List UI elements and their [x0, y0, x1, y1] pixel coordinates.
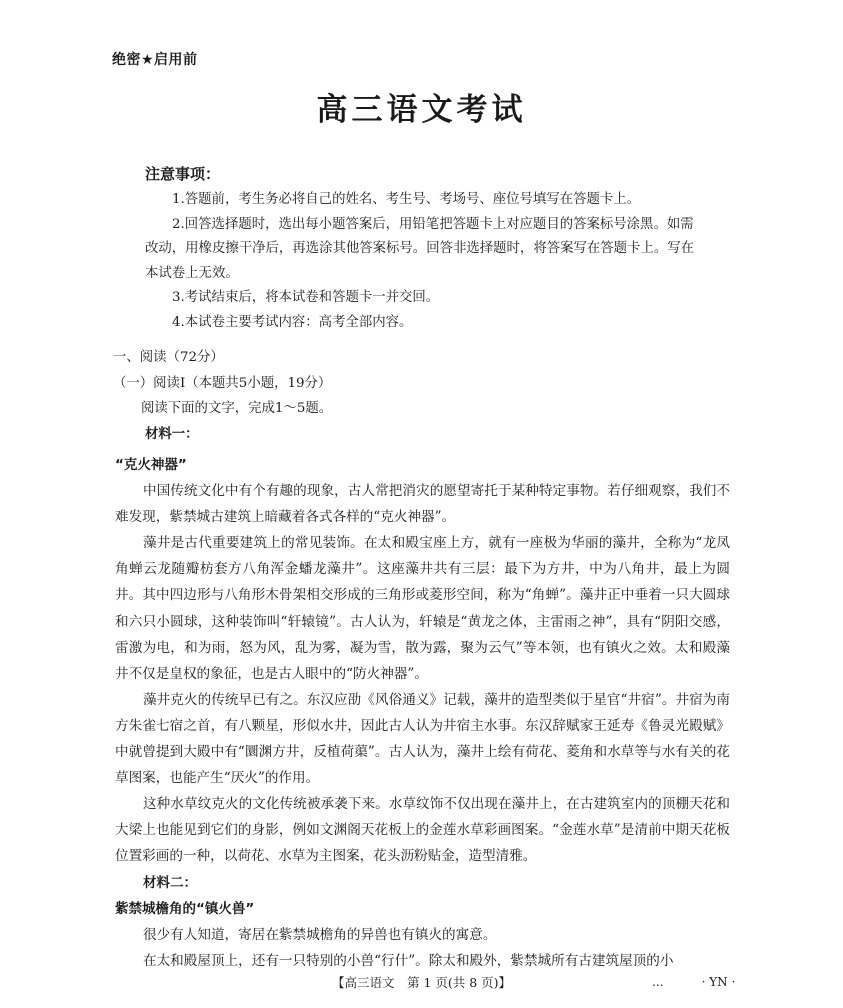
- reading-passage: [115, 452, 730, 974]
- notice-item: 4.本试卷主要考试内容：高考全部内容。: [172, 314, 413, 330]
- section-instruction: 阅读下面的文字，完成1～5题。: [141, 401, 333, 416]
- notice-item: 3.考试结束后，将本试卷和答题卡一并交回。: [172, 290, 440, 306]
- material2-label: 材料二：: [143, 874, 197, 891]
- secret-label: 绝密★启用前: [112, 52, 198, 68]
- footer-marks: ... · YN ·: [652, 975, 736, 989]
- passage-paragraph: 藻井是古代重要建筑上的常见装饰。在太和殿宝座上方，就有一座极为华丽的藻井，全称为“龙凤角蝉云龙随瓣枋套方八角浑金蟠龙藻井”。这座藻井共有三层：最下为方井，中为八角井，最上为圆井。其中四边形与八角形木骨架相交形成的三角形或菱形空间，称为“角蝉”。藻井正中垂着一只大圆球和六只小圆球，这种装饰叫“轩辕镜”。古人认为，轩辕是“黄龙之体，主雷雨之神”，具有“阴阳交感，雷激为电，和为雨，怒为风，乱为雾，凝为雪，散为露，聚为云气”等本领，也有镇火之效。太和殿藻井不仅是皇权的象征，也是古人眼中的“防火神器”。: [115, 535, 730, 682]
- section-heading: 一、阅读（72分）: [113, 350, 224, 365]
- passage-paragraph: 藻井克火的传统早已有之。东汉应劭《风俗通义》记载，藻井的造型类似于星官“井宿”。井宿为南方朱雀七宿之首，有八颗星，形似水井，因此古人认为井宿主水事。东汉辞赋家王延寿《鲁灵光殿赋》中就曾提到大殿中有“圜渊方井，反植荷蕖”。古人认为，藻井上绘有荷花、菱角和水草等与水有关的花草图案，也能产生“厌火”的作用。: [115, 691, 730, 787]
- material2-title: 紫禁城檐角的“镇火兽”: [115, 900, 255, 917]
- section-heading-block: [113, 345, 733, 447]
- page-title: 高三语文考试: [316, 92, 527, 128]
- passage-paragraph: 很少有人知道，寄居在紫禁城檐角的异兽也有镇火的寓意。: [143, 926, 497, 943]
- material1-title: “克火神器”: [115, 457, 187, 473]
- passage-paragraph: 这种水草纹克火的文化传统被承袭下来。水草纹饰不仅出现在藻井上，在古建筑室内的顶棚天花和大梁上也能见到它们的身影，例如文渊阁天花板上的金莲水草彩画图案。“金莲水草”是清前中期天花板位置彩画的一种，以荷花、水草为主图案，花头沥粉贴金，造型清雅。: [115, 796, 730, 865]
- passage-paragraph: 在太和殿屋顶上，还有一只特别的小兽“行什”。除太和殿外，紫禁城所有古建筑屋顶的小: [143, 952, 674, 969]
- notice-item: 1.答题前，考生务必将自己的姓名、考生号、考场号、座位号填写在答题卡上。: [172, 192, 641, 207]
- notice-title: 注意事项：: [145, 165, 221, 183]
- page-footer: 【高三语文 第 1 页(共 8 页)】: [331, 975, 512, 990]
- notice-block: [145, 160, 705, 336]
- section-sub-heading: （一）阅读Ⅰ（本题共5小题，19分）: [113, 375, 332, 391]
- passage-paragraph: 中国传统文化中有个有趣的现象，古人常把消灾的愿望寄托于某种特定事物。若仔细观察，我们不难发现，紫禁城古建筑上暗藏着各式各样的“克火神器”。: [115, 483, 730, 526]
- notice-item: 2.回答选择题时，选出每小题答案后，用铅笔把答题卡上对应题目的答案标号涂黑。如需改动，用橡皮擦干净后，再选涂其他答案标号。回答非选择题时，将答案写在答题卡上。写在本试卷上无效。: [145, 216, 695, 281]
- material1-label: 材料一：: [145, 425, 199, 442]
